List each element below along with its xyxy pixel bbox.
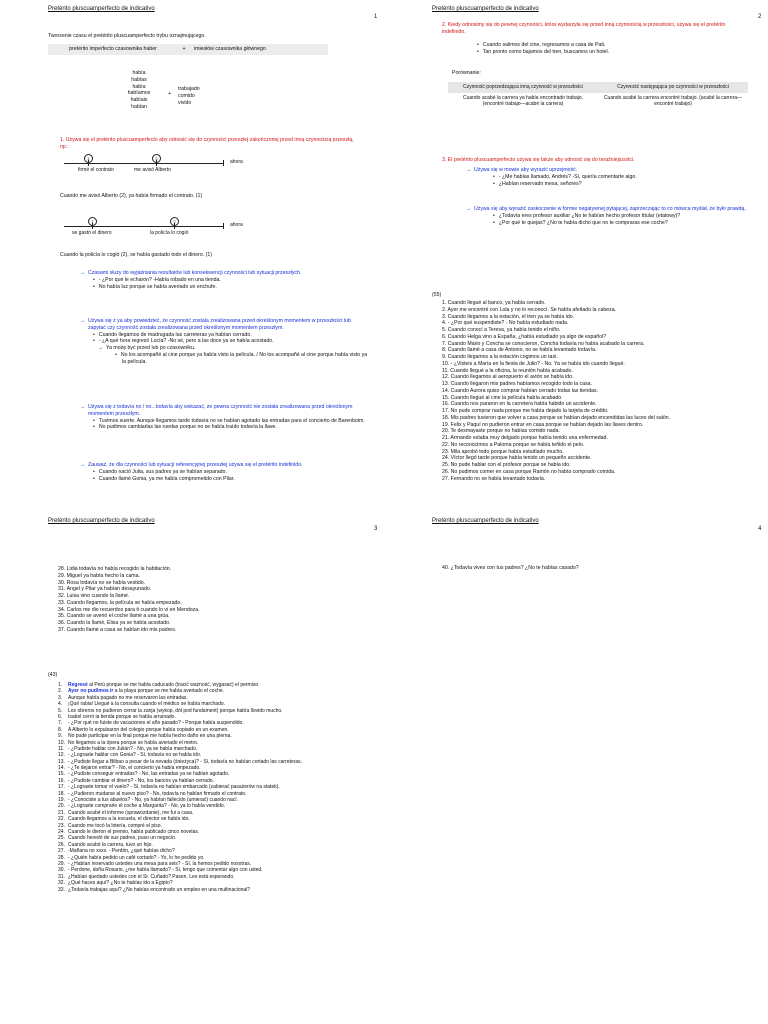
- haber-form: habíamos: [127, 90, 151, 97]
- page-header: Pretérito pluscuamperfecto de indicativo: [432, 518, 539, 524]
- item-text: - ¿Lograste comprarle el coche a Margarita? - No, ya lo había vendido.: [68, 803, 226, 810]
- participle: comido: [178, 92, 195, 99]
- timeline-1: [64, 158, 264, 178]
- exercise-item: 30. Rosa todavía no se había vestido.: [58, 579, 146, 586]
- example-item: • No los acompañé al cine porque ya había visto la película. / No los acompañé al cine porque había visto ya la película.: [122, 352, 370, 366]
- section-title: → Używa się w mowie aby wyrazić uprzejmość.: [466, 167, 751, 174]
- timeline-marker: 1: [84, 154, 93, 163]
- example-item: • Cuando salimos del cine, regresamos a casa de Pati.: [484, 42, 754, 49]
- rule-3-surprise: [466, 206, 751, 226]
- item-number: 21.: [58, 809, 65, 816]
- item-number: 7.: [58, 720, 63, 727]
- item-number: 1.: [58, 682, 63, 688]
- item-number: 20.: [58, 803, 65, 810]
- exercise-item: 24. Víctor llegó tarde porque había tenido un pequeño accidente.: [442, 455, 592, 462]
- exercise-item: 3. Cuando llegamos a la estación, el tren ya se había ido.: [442, 313, 575, 320]
- exercise-item: 15. Cuando llegué al cine la película había acabado.: [442, 394, 563, 401]
- rule-1: 1. Używa się el pretérito pluscuamperfecto aby odnosić się do czynności przeszłej zakończonej przed inną czynnością przeszłą, np.:: [60, 137, 354, 150]
- exercise-item: 17. No pude comprar nada porque me había dejado la tarjeta de crédito.: [442, 408, 609, 414]
- item-number: 18.: [58, 790, 65, 797]
- item-number: 33.: [58, 886, 65, 893]
- exercise-item: 5. Cuando conocí a Teresa, ya había tenido el niño.: [442, 327, 561, 333]
- compare-label: Porównanie:: [452, 70, 481, 76]
- item-number: 11.: [58, 745, 65, 752]
- page-4: [384, 512, 768, 1024]
- participles: [178, 86, 200, 106]
- exercise-item: 21. Armando estaba muy delgado porque había tenido una enfermedad.: [442, 435, 608, 441]
- item-number: 31.: [58, 873, 65, 880]
- item-text: - ¿Te dejaron entrar? - No, el concierto ya había empezado.: [68, 765, 201, 772]
- item-text: No llegamos a la ópera porque se había averiado el metro.: [68, 739, 199, 746]
- timeline-label: se gastó el dinero: [72, 230, 112, 236]
- exercise-item: 26. No pudimos comer en casa porque Ramón no había comprado comida.: [442, 468, 616, 475]
- timeline-marker: 2: [170, 217, 179, 226]
- page-number: 1: [374, 14, 378, 20]
- item-number: 2.: [58, 688, 63, 695]
- item-text: - ¿Pudiste hablar con Julián? - No, ya se había marchado.: [68, 745, 198, 752]
- haber-form: habías: [131, 76, 147, 83]
- item-text: - ¿Pudiste conseguir entradas? - No, las entradas ya se habían agotado.: [68, 771, 230, 778]
- item-number: 17.: [58, 784, 65, 791]
- item-text: - ¿Lograste tomar el vuelo? - Sí, todavía no habían embarcado (zabierać pasażerów na statek).: [68, 784, 280, 791]
- haber-form: había: [132, 70, 146, 76]
- timeline-label: firmé el contrato: [78, 167, 114, 173]
- timeline-tick: [223, 223, 224, 229]
- item-number: 30.: [58, 867, 65, 874]
- exercise-item: 10. - ¿Visteis a María en la fiesta de Julio? - No. Ya se había ido cuando llegué.: [442, 360, 625, 367]
- haber-form: habíais: [130, 97, 148, 103]
- haber-form: había: [132, 83, 146, 90]
- item-text: ¿Habían quedado ustedes con el Sr. Cuñado? Pasen. Les está esperando.: [68, 873, 235, 880]
- exercise-item: 2. Ayer me encontré con Lola y no lo reconocí. Se había afeitado la cabeza.: [442, 306, 617, 313]
- item-text: Los obreros no pudieron cerrar la zanja (wykop, dół pod fundament) porque había llovido mucho.: [68, 707, 283, 714]
- item-number: 23.: [58, 822, 65, 829]
- item-number: 12.: [58, 752, 65, 759]
- item-text: -Mañana no xxxx. - Perdón, ¿qué habías dicho?: [68, 848, 175, 855]
- participle: trabajado: [178, 86, 200, 92]
- exercise-item: 29. Miguel ya había hecho la cama.: [58, 572, 140, 579]
- exercise-label: (55): [432, 292, 442, 298]
- item-text: - ¿Por qué no fuiste de vacaciones el año pasado? - Porque había suspendido.: [68, 720, 244, 727]
- compare-cell: Cuando acabé la carrera encontré trabajo. (acabé la carrera—encontré trabajo): [603, 94, 743, 107]
- exercise-item: 11. Cuando llegué a la oficina, la reunión había acabado.: [442, 367, 573, 374]
- item-number: 9.: [58, 733, 63, 740]
- item-number: 24.: [58, 828, 65, 835]
- item-number: 32.: [58, 880, 65, 887]
- section-todavia: [80, 404, 370, 431]
- timeline-now: ahora: [230, 159, 243, 165]
- exercise-item: 31. Ángel y Pilar ya habían desayunado.: [58, 586, 152, 593]
- page-header: Pretérito pluscuamperfecto de indicativo: [48, 6, 155, 12]
- item-text: ¿Todavía trabajas aquí? ¿No habías encontrado un empleo en una multinacional?: [68, 886, 251, 893]
- item-number: 3.: [58, 694, 63, 701]
- formation-right: imiesłów czasownika głównego: [194, 46, 266, 52]
- page-number: 2: [758, 14, 762, 20]
- item-number: 27.: [58, 848, 65, 855]
- formation-left: pretérito imperfecto czasownika haber: [69, 46, 157, 52]
- example-item: • Cuando llamé Gonia, ya me había comprometido con Pilar.: [100, 476, 370, 483]
- exercise-item: 8. Cuando llamé a casa de Antonio, no se había levantado todavía.: [442, 347, 597, 354]
- section-consequences: [80, 270, 370, 290]
- item-number: 14.: [58, 765, 65, 772]
- example-item: • ¿Habían reservado mesa, señores?: [500, 181, 751, 188]
- exercise-item: 35. Cuando se averió el coche llamé a una grúa.: [58, 613, 170, 620]
- item-text: Cuando me tocó la lotería, compré el piso.: [68, 822, 162, 829]
- formation-plus-2: +: [168, 91, 172, 97]
- item-text: A Alberto lo expulsaron del colegio porque había copiado en un examen.: [68, 726, 229, 733]
- example-item: • - ¿A qué hora regresó Lucía? -No sé, pero a las doce ya se había acostado.: [100, 338, 370, 345]
- formation-box: [48, 44, 328, 55]
- item-number: 19.: [58, 797, 65, 804]
- item-number: 5.: [58, 707, 63, 714]
- exercise-item: 25. No pude hablar con el profesor porque se había ido.: [442, 462, 571, 468]
- example-1: Cuando me avisó Alberto (2), ya había firmado el contrato. (1): [60, 193, 203, 199]
- item-text: - Perdone, doña Rosario, ¿me había llamado? - Sí, tengo que comentar algo con usted.: [68, 867, 263, 874]
- item-text: - ¿Pudieron mudarse al nuevo piso? - No, todavía no habían firmado el contrato.: [68, 790, 247, 797]
- exercise-item: 36. Cuando la llamé, Elisa ya se había acostado.: [58, 620, 171, 626]
- item-text: Cuando acabé el informe (sprawozdanie), me fui a casa.: [68, 809, 194, 816]
- section-title: → Używa się z todavía no / no...todavía aby wskazać, że pewna czynność nie została zrealizowana przed określonym momentem przeszłym.: [80, 404, 370, 418]
- rule-2-examples: [476, 42, 754, 56]
- exercise-list-2: [58, 682, 378, 893]
- item-text: al Perú porque se me había caducado (tracić ważność, wygasać) el permiso.: [87, 682, 260, 688]
- item-text: Cuando llegamos a la escuela, el director se había ido.: [68, 816, 190, 823]
- item-text: ¡Qué rabia! Llegué a la consulta cuando el médico se había marchado.: [68, 701, 226, 708]
- item-number: 28.: [58, 854, 65, 861]
- item-text: - ¿Pudiste llegar a Bilbao a pesar de la nevada (śnieżyca)? - Sí, todavía no habían cortado las carreteras.: [68, 758, 303, 765]
- section-note: [80, 462, 370, 482]
- exercise-list: [58, 566, 378, 634]
- page-2: [384, 0, 768, 512]
- item-number: 25.: [58, 835, 65, 842]
- exercise-item: 23. Mila aprobó todo porque había estudiado mucho.: [442, 448, 564, 455]
- item-number: 4.: [58, 701, 63, 708]
- page-number: 3: [374, 526, 378, 532]
- example-item: • - ¿Por qué le echaron? -Había robado en una tienda.: [100, 277, 370, 284]
- item-text: - ¿Habían reservado ustedes una mesa para seis? - Sí, la hemos pedido nosotras.: [68, 860, 252, 867]
- item-number: 16.: [58, 777, 65, 784]
- section-ya: [80, 318, 370, 365]
- exercise-list: [442, 300, 764, 482]
- item-number: 29.: [58, 860, 65, 867]
- item-text: a la playa porque se me había averiado el coche.: [113, 688, 225, 695]
- item-number: 22.: [58, 816, 65, 823]
- exercise-item: 33. Cuando llegamos, la película se había empezado.: [58, 599, 182, 606]
- item-text: No pude participar en la final porque me había hecho daño en una pierna.: [68, 733, 232, 740]
- item-text: Cuando le dieron el premio, había publicado cinco novelas.: [68, 828, 200, 835]
- participle: vivido: [178, 99, 192, 106]
- example-item: • No pudimos cambiarlas las ruedas porque no se había traído todavía la llave.: [100, 424, 370, 431]
- section-title: → Używa się aby wyrazić zaskoczenie w formie negatywnej pytającej, zaprzeczając to co mówca myślał, że było prawdą.: [466, 206, 751, 213]
- exercise-item: 13. Cuando llegaron mis padres habíamos recogido todo la casa.: [442, 381, 592, 387]
- timeline-label: la policía lo cogió: [150, 230, 189, 236]
- rule-2: 2. Kiedy odnosimy się do pewnej czynności, która wydarzyła się przed inną czynnością w przeszłości, używa się el pretérito indefinido.: [442, 22, 726, 35]
- item-number: 10.: [58, 739, 65, 746]
- exercise-item: 20. Te desmayaste porque no habías comido nada.: [442, 428, 560, 435]
- example-item: • Cuando llegamos de madrugada las carreteras ya habían cerrado.: [100, 332, 370, 339]
- exercise-item: 7. Cuando Mario y Concha se conocieron, Concha todavía no había acabado la carrera.: [442, 340, 645, 347]
- example-item: • ¿Todavía eres profesor auxiliar ¿No te habían hecho profesor titular (etatowy)?: [500, 213, 751, 220]
- compare-head: Czynność poprzedzająca inną czynność w przeszłości: [462, 84, 584, 90]
- highlighted-verb: Ayer no pudimos ir: [68, 688, 114, 695]
- page-3: [0, 512, 384, 1024]
- exercise-item: 6. Cuando Helga vino a España, ¿había estudiado ya algo de español?: [442, 333, 607, 340]
- page-1: [0, 0, 384, 512]
- page-header: Pretérito pluscuamperfecto de indicativo: [432, 6, 539, 12]
- example-item: • Tuvimos suerte. Aunque llegamos tarde todavía no se habían agotado las entradas para el concierto de Barenboim.: [100, 418, 370, 425]
- section-title: → Zauważ, że dla czynności lub sytuacji referencyjnej przeszłej używa się el pretérito indefinido.: [80, 462, 370, 469]
- exercise-item: 14. Cuando Aurora quiso comprar habían cerrado todas las tiendas.: [442, 387, 599, 394]
- example-item: • ¿Por qué te quejas? ¿No te había dicho que no te compraras ese coche?: [500, 220, 751, 227]
- page-number: 4: [758, 526, 762, 532]
- example-item: • - ¿Me habías llamado, Andrés? -Sí, quería comentarte algo.: [500, 174, 751, 181]
- exercise-line: 40. ¿Todavía vives con tus padres? ¿No te habías casado?: [442, 565, 579, 571]
- exercise-item: 4. - ¿Por qué suspendiste? - No había estudiado nada.: [442, 320, 569, 327]
- section-title: → Czasami służy do wyjaśniania rezultatów lub konsekwencji czynności lub sytuacji przeszłych.: [80, 270, 370, 277]
- compare-cell: Cuando acabé la carrera ya había encontrado trabajo. (encontré trabajo—acabé la carrera): [462, 94, 584, 107]
- item-number: 6.: [58, 713, 63, 720]
- intro-text: Tworzenie czasu el pretérito pluscuamperfecto trybu oznajmującego.: [48, 33, 206, 39]
- exercise-item: 28. Lidia todavía no había recogido la habitación.: [58, 566, 172, 572]
- exercise-item: 1. Cuando llegué al banco, ya había cerrado.: [442, 300, 546, 306]
- item-text: Isabel cerró la tienda porque se había arruinado.: [68, 713, 176, 720]
- exercise-item: 37. Cuando llamé a casa se habían ido mis padres.: [58, 626, 177, 633]
- timeline-2: [64, 221, 264, 241]
- item-text: ¿Qué haces aquí? ¿No te habías ido a Egipto?: [68, 880, 173, 887]
- exercise-item: 34. Carlos me dio recuerdos para ti cuando lo vi en Mendoza.: [58, 606, 200, 613]
- exercise-item: [58, 887, 378, 893]
- item-number: 8.: [58, 726, 63, 733]
- item-text: - ¿Conociste a tus abuelos? - No, ya habían fallecido (umierać) cuando nací.: [68, 797, 239, 804]
- timeline-now: ahora: [230, 222, 243, 228]
- item-text: Aunque había pagado no me reservaron las entradas.: [68, 694, 188, 701]
- timeline-tick: [223, 160, 224, 166]
- exercise-item: 9. Cuando llegamos a la estación cogimos un taxi.: [442, 354, 558, 360]
- item-text: - ¿Lograste hablar con Gonia? - Sí, todavía no se había ido.: [68, 752, 202, 759]
- exercise-item: 32. Luisa vino cuando la llamé.: [58, 593, 130, 599]
- timeline-label: me avisó Alberto: [134, 167, 171, 173]
- example-item: • Tan pronto como bajamos del tren, buscamos un hotel.: [484, 49, 754, 56]
- exercise-item: 27. Fernando no se había levantado todavía.: [442, 475, 546, 482]
- timeline-axis: [64, 226, 224, 227]
- example-item: • Cuando nació Julia, sus padres ya se habían separado.: [100, 469, 370, 476]
- section-title: → Używa się z ya aby powiedzieć, że czynność zostala zrealizowana przed określonym momentem w przeszłości lub zapytać czy czynność została zrealizowana przed określonym momentem przeszłym.: [80, 318, 370, 332]
- item-text: - ¿Pudiste cambiar el dinero? - No, los bancos ya habían cerrado.: [68, 777, 214, 784]
- example-item: • No había luz porque se había averiado un enchufe.: [100, 284, 370, 291]
- item-text: Cuando acabó la carrera, tuvo un hijo.: [68, 841, 153, 848]
- page-header: Pretérito pluscuamperfecto de indicativo: [48, 518, 155, 524]
- timeline-marker: 1: [88, 217, 97, 226]
- subnote: → Ya możę być przed lub po czasowniku.: [98, 345, 370, 352]
- item-text: - ¿Quién había pedido un café cortado? - Yo, lo he pedido yo.: [68, 854, 205, 861]
- formation-plus: +: [182, 46, 186, 52]
- exercise-item: 16. Cuando nos pararon en la carretera había habido un accidente.: [442, 401, 597, 408]
- item-number: 26.: [58, 841, 65, 848]
- rule-3-politeness: [466, 167, 751, 187]
- compare-table: [448, 82, 748, 110]
- item-number: 15.: [58, 771, 65, 778]
- highlighted-verb: Regresé: [68, 682, 88, 688]
- exercise-item: 19. Felix y Paquí no pudieron entrar en casa porque se habían dejado las llaves dentro.: [442, 421, 644, 428]
- rule-3: 3. El pretérito pluscuamperfecto używa się także aby odnosić się do teraźniejszości.: [442, 157, 635, 163]
- exercise-item: 22. No reconocimos a Paloma porque se había teñido el pelo.: [442, 441, 585, 448]
- compare-head: Czynność następująca po czynności w przeszłości: [617, 84, 729, 90]
- haber-forms: [124, 70, 154, 111]
- item-number: 13.: [58, 758, 65, 765]
- item-text: Cuando heredó de sus padres, puso un negocio.: [68, 835, 177, 842]
- exercise-label: (43): [48, 672, 58, 678]
- haber-form: habían: [131, 103, 147, 110]
- example-2: Cuando la policía lo cogió (2), se había gastado todo el dinero. (1): [60, 252, 212, 258]
- timeline-marker: 2: [152, 154, 161, 163]
- exercise-item: 12. Cuando llegamos al aeropuerto el avión se había ido.: [442, 374, 574, 381]
- exercise-item: 18. Mis padres tuvieron que volver a casa porque se habían dejado encendidas las luces del salón.: [442, 414, 671, 421]
